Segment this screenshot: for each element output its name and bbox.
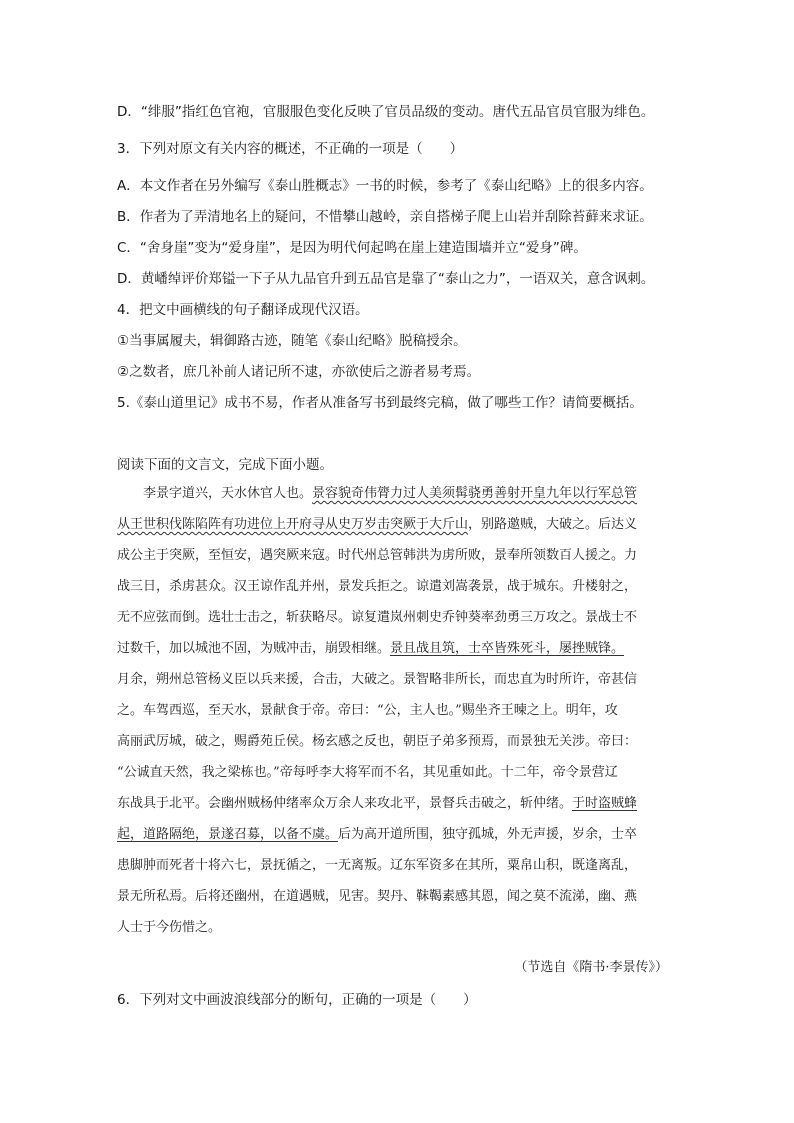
passage-line: 之。车驾西巡，至天水，景献食于帝。帝曰：“公，主人也。”赐坐齐王暕之上。明年，攻 [117,703,618,718]
passage-instruction: 阅读下面的文言文，完成下面小题。 [117,457,333,473]
passage-text: ，别路邀贼，大破之。后达义 [468,517,638,532]
passage-line [117,825,637,845]
question-5: 5.《泰山道里记》成书不易，作者从准备写书到最终完稿，做了哪些工作？请简要概括。 [117,395,643,411]
passage-line: 高丽武厉城，破之，赐爵苑丘侯。杨玄感之反也，朝臣子弟多预焉，而景独无关涉。帝曰： [117,734,638,749]
wavy-underlined-text: 从王世积伐陈陷阵有功进位上开府寻从史万岁击突厥于大斤山 [117,517,469,532]
passage-line [117,484,637,504]
option-d-q3: D．黄嶓绰评价郑镒一下子从九品官升到五品官是靠了“泰山之力”，一语双关，意含讽刺。 [117,271,655,287]
passage-line [117,794,637,814]
option-c-q3: C．“舍身崖”变为“爱身崖”，是因为明代何起鸣在崖上建造围墙并立“爱身”碑。 [117,240,587,256]
passage-line [117,515,637,535]
passage-line [117,639,624,659]
question-4: 4．把文中画横线的句子翻译成现代汉语。 [117,302,369,318]
question-6: 6．下列对文中画波浪线部分的断句，正确的一项是（ ） [117,992,477,1008]
passage-line: 战三日，杀虏甚众。汉王谅作乱并州，景发兵拒之。谅遣刘嵩袭景，战于城东。升楼射之， [117,579,638,594]
wavy-underlined-text: 景容貌奇伟膂力过人美须髯骁勇善射开皇九年以行军总管 [312,486,638,501]
passage-line: 成公主于突厥，至恒安，遇突厥来寇。时代州总管韩洪为虏所败，景奉所领数百人援之。力 [117,548,638,563]
passage-text: 过数千，加以城池不固，为贼冲击，崩毁相继。 [117,641,391,656]
passage-line: 景无所私焉。后将还幽州，在道遇贼，见害。契丹、靺鞨素感其恩，闻之莫不流涕，幽、燕 [117,889,638,904]
passage-line: “公诚直天然，我之梁栋也。”帝每呼李大将军而不名，其见重如此。十二年，帝令景营辽 [117,765,618,780]
passage-text: 后为高开道所围，独守孤城，外无声援，岁余，士卒 [338,827,638,842]
passage-text: 东战具于北平。会幽州贼杨仲绪率众万余人来攻北平，景督兵击破之，斩仲绪。 [117,796,573,811]
option-a-q3: A．本文作者在另外编写《泰山胜概志》一书的时候，参考了《泰山纪略》上的很多内容。 [117,178,653,194]
translation-item-2: ②之数者，庶几补前人诸记所不逮，亦欲使后之游者易考焉。 [117,364,481,380]
underlined-sentence: 景且战且筑，士卒皆殊死斗，屡挫贼锋。 [390,641,625,656]
passage-line: 无不应弦而倒。选壮士击之，斩获略尽。谅复遣岚州刺史乔钟葵率劲勇三万攻之。景战士不 [117,610,638,625]
option-b-q3: B．作者为了弄清地名上的疑问，不惜攀山越岭，亲自搭梯子爬上山岩并刮除苔藓来求证。 [117,209,653,225]
passage-text: 李景字道兴，天水休官人也。 [117,486,313,501]
underlined-sentence: 起，道路隔绝，景遂召募，以备不虞。 [117,827,339,842]
passage-line: 患脚肿而死者十将六七，景抚循之，一无离叛。辽东军资多在其所，粟帛山积，既逢离乱， [117,858,638,873]
passage-line: 月余，朔州总管杨义臣以兵来援，合击，大破之。景智略非所长，而忠直为时所许，帝甚信 [117,672,638,687]
translation-item-1: ①当事属履夫，辑御路古迹，随笔《泰山纪略》脱稿授余。 [117,333,467,349]
underlined-sentence: 于时盗贼蜂 [572,796,638,811]
question-3: 3．下列对原文有关内容的概述，不正确的一项是（ ） [117,141,464,157]
passage-source: （节选自《隋书·李景传》） [514,960,668,975]
option-d-q2: D．“绯服”指红色官袍，官服服色变化反映了官员品级的变动。唐代五品官员官服为绯色。 [117,104,655,120]
passage-line: 人士于今伤惜之。 [117,920,222,935]
